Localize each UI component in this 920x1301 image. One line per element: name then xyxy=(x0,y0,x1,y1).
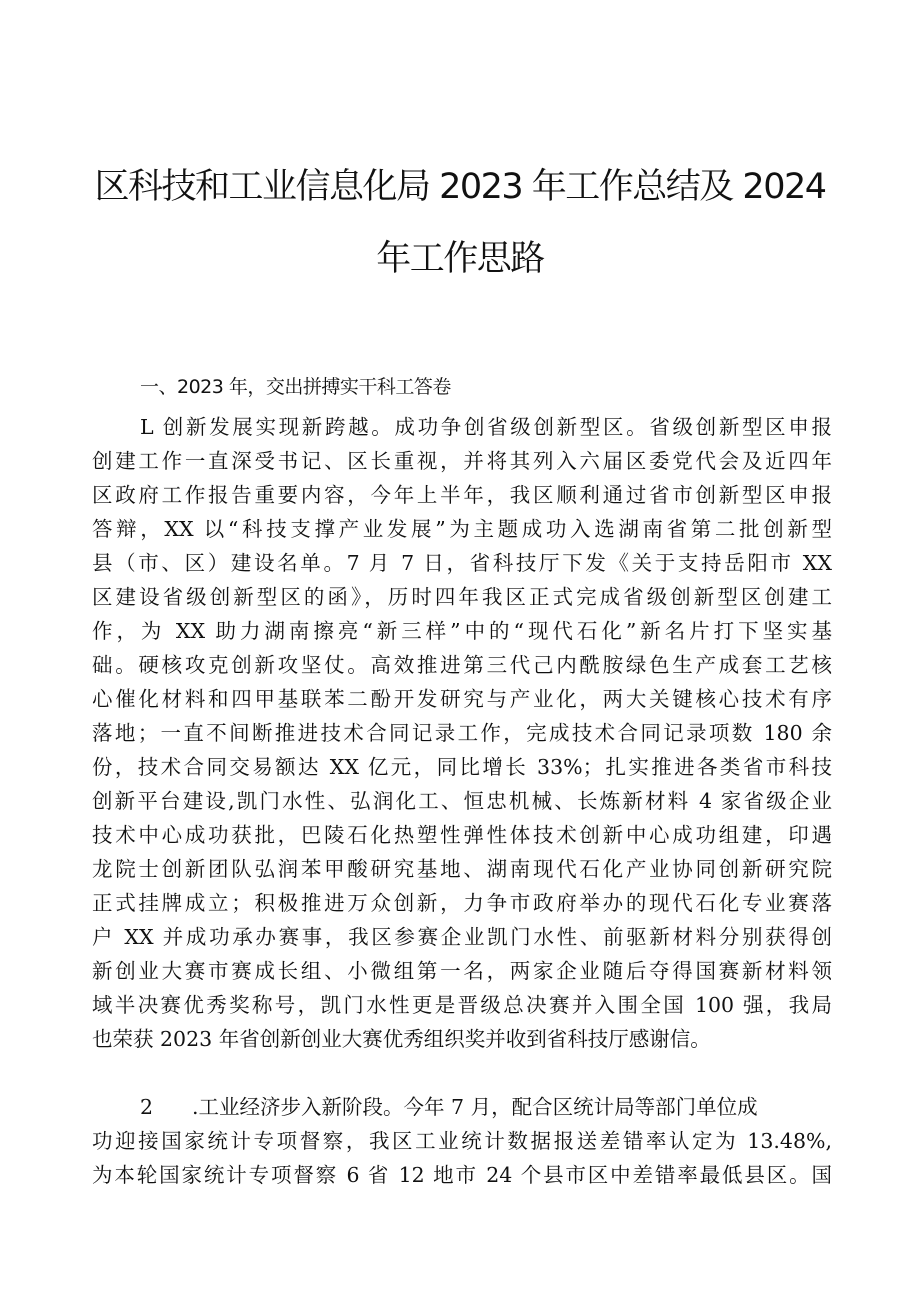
paragraph-line: 功迎接国家统计专项督察，我区工业统计数据报送差错率认定为 13.48%, xyxy=(92,1129,832,1153)
paragraph-line: 县（市、区）建设名单。7 月 7 日，省科技厅下发《关于支持岳阳市 XX xyxy=(92,551,832,575)
paragraph-line: 为本轮国家统计专项督察 6 省 12 地市 24 个县市区中差错率最低县区。国 xyxy=(92,1163,832,1187)
list-number: 2 xyxy=(140,1095,154,1119)
paragraph-line: 作，为 XX 助力湖南擦亮“新三样”中的“现代石化”新名片打下坚实基 xyxy=(92,619,832,643)
paragraph-line: 也荣获 2023 年省创新创业大赛优秀组织奖并收到省科技厅感谢信。 xyxy=(92,1027,711,1051)
paragraph-line: 答辩，XX 以“科技支撑产业发展”为主题成功入选湖南省第二批创新型 xyxy=(92,517,832,541)
paragraph-line: 技术中心成功获批，巴陵石化热塑性弹性体技术创新中心成功组建，印遇 xyxy=(92,823,832,847)
paragraph-line: 正式挂牌成立；积极推进万众创新，力争市政府举办的现代石化专业赛落 xyxy=(92,891,832,915)
paragraph-line: 区建设省级创新型区的函》，历时四年我区正式完成省级创新型区创建工 xyxy=(92,585,832,609)
section-1-heading: 一、2023 年，交出拼搏实干科工答卷 xyxy=(140,376,451,398)
paragraph-line: 份，技术合同交易额达 XX 亿元，同比增长 33%；扎实推进各类省市科技 xyxy=(92,755,832,779)
paragraph-line: 龙院士创新团队弘润苯甲酸研究基地、湖南现代石化产业协同创新研究院 xyxy=(92,857,832,881)
paragraph-line: 户 XX 并成功承办赛事，我区参赛企业凯门水性、前驱新材料分别获得创 xyxy=(92,925,832,949)
paragraph-line: 域半决赛优秀奖称号，凯门水性更是晋级总决赛并入围全国 100 强，我局 xyxy=(92,993,832,1017)
paragraph-line: 础。硬核攻克创新攻坚仗。高效推进第三代己内酰胺绿色生产成套工艺核 xyxy=(92,653,832,677)
paragraph-line: .工业经济步入新阶段。今年 7 月，配合区统计局等部门单位成 xyxy=(192,1095,758,1119)
paragraph-line: L 创新发展实现新跨越。成功争创省级创新型区。省级创新型区申报 xyxy=(140,415,832,439)
paragraph-line: 创建工作一直深受书记、区长重视，并将其列入六届区委党代会及近四年 xyxy=(92,449,832,473)
paragraph-line: 区政府工作报告重要内容，今年上半年，我区顺利通过省市创新型区申报 xyxy=(92,483,832,507)
document-title-line-1: 区科技和工业信息化局 2023 年工作总结及 2024 xyxy=(94,167,826,207)
paragraph-2-first-line xyxy=(140,1090,832,1124)
document-title-line-2: 年工作思路 xyxy=(376,239,544,279)
paragraph-line: 新创业大赛市赛成长组、小微组第一名，两家企业随后夺得国赛新材料领 xyxy=(92,959,832,983)
paragraph-line: 心催化材料和四甲基联苯二酚开发研究与产业化，两大关键核心技术有序 xyxy=(92,687,832,711)
paragraph-line: 创新平台建设,凯门水性、弘润化工、恒忠机械、长炼新材料 4 家省级企业 xyxy=(92,789,832,813)
paragraph-line: 落地；一直不间断推进技术合同记录工作，完成技术合同记录项数 180 余 xyxy=(92,721,832,745)
